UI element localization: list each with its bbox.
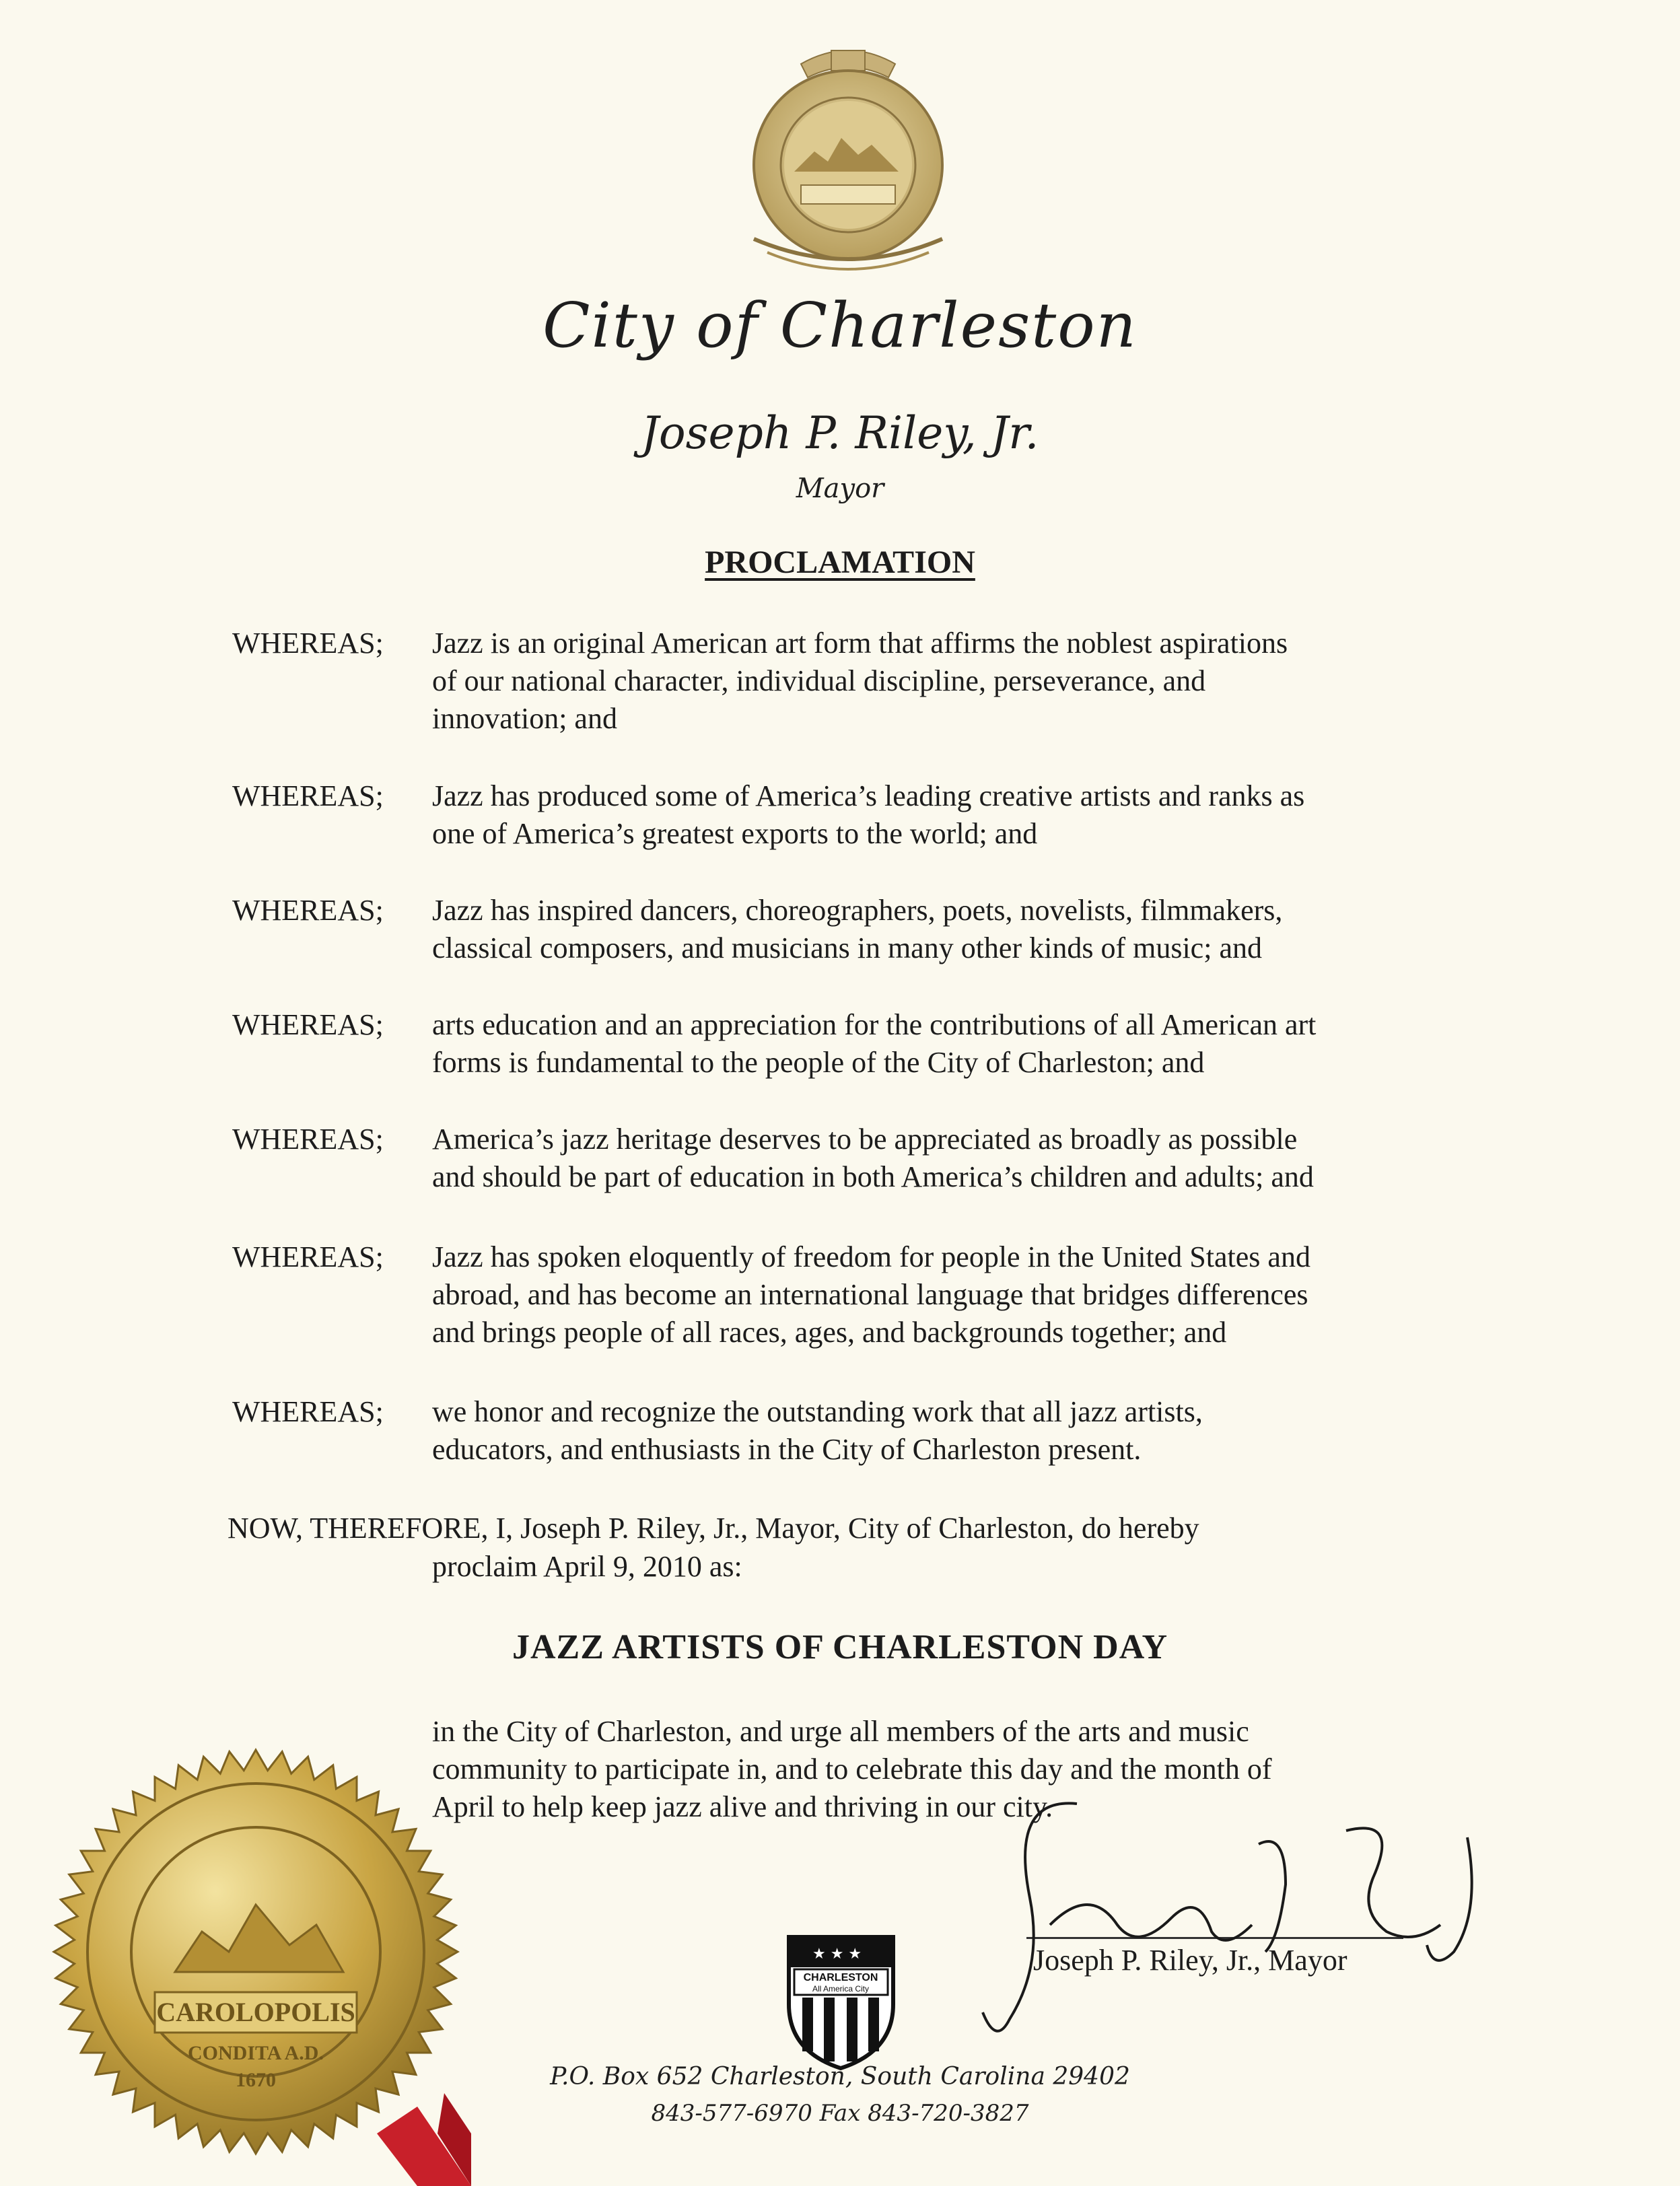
whereas-label: WHEREAS; xyxy=(232,627,384,660)
whereas-label: WHEREAS; xyxy=(232,894,384,927)
city-name: City of Charleston xyxy=(542,289,1138,361)
whereas-text: Jazz has spoken eloquently of freedom for people in the United States and abroad, and has become an international language that bridges differences and brings people of all races, ages, and backgrounds together; and xyxy=(432,1240,1310,1349)
whereas-text: Jazz has produced some of America’s leading creative artists and ranks as one of America’s greatest exports to the world; and xyxy=(432,779,1305,850)
whereas-text: Jazz has inspired dancers, choreographers, poets, novelists, filmmakers, classical composers, and musicians in many other kinds of music; and xyxy=(432,894,1283,964)
handwritten-signature xyxy=(969,1790,1521,2059)
whereas-label: WHEREAS; xyxy=(232,1123,384,1156)
mayor-name: Joseph P. Riley, Jr. xyxy=(641,407,1039,459)
whereas-text: we honor and recognize the outstanding work that all jazz artists, educators, and enthusiasts in the City of Charleston present. xyxy=(432,1395,1203,1466)
city-seal-emblem xyxy=(713,37,983,279)
seal-text-carolopolis: CAROLOPOLIS xyxy=(156,1997,355,2027)
whereas-text: America’s jazz heritage deserves to be appreciated as broadly as possible and should be part of education in both America’s children and adults; and xyxy=(432,1123,1314,1193)
all-america-city-shield-icon xyxy=(782,1930,900,2072)
svg-text:★ ★ ★: ★ ★ ★ xyxy=(812,1946,862,1963)
proclaim-date-line: proclaim April 9, 2010 as: xyxy=(432,1550,742,1583)
whereas-label: WHEREAS; xyxy=(232,1395,384,1428)
proclaimed-day-title: JAZZ ARTISTS OF CHARLESTON DAY xyxy=(512,1628,1168,1666)
therefore-line: NOW, THEREFORE, I, Joseph P. Riley, Jr., Mayor, City of Charleston, do hereby xyxy=(228,1512,1199,1545)
whereas-text: arts education and an appreciation for the contributions of all American art forms is fundamental to the people of the City of Charleston; and xyxy=(432,1008,1317,1079)
mayor-title: Mayor xyxy=(796,473,884,504)
document-heading: PROCLAMATION xyxy=(705,544,975,580)
seal-text-condita: CONDITA A.D. xyxy=(188,2042,324,2064)
shield-city-label: CHARLESTON xyxy=(803,1972,878,1983)
whereas-text: Jazz is an original American art form that affirms the noblest aspirations of our national character, individual discipline, perseverance, and innovation; and xyxy=(432,627,1288,735)
whereas-label: WHEREAS; xyxy=(232,1008,384,1041)
seal-text-year: 1670 xyxy=(236,2069,276,2091)
whereas-label: WHEREAS; xyxy=(232,1240,384,1273)
closing-paragraph: in the City of Charleston, and urge all members of the arts and music community to participate in, and to celebrate this day and the month of April to help keep jazz alive and thriving in our city. xyxy=(432,1715,1272,1823)
shield-subtitle: All America City xyxy=(812,1984,870,1994)
phone-fax: 843-577-6970 Fax 843-720-3827 xyxy=(651,2100,1029,2127)
mailing-address: P.O. Box 652 Charleston, South Carolina 29402 xyxy=(550,2063,1130,2090)
signatory-name: Joseph P. Riley, Jr., Mayor xyxy=(1033,1944,1348,1977)
whereas-label: WHEREAS; xyxy=(232,779,384,812)
